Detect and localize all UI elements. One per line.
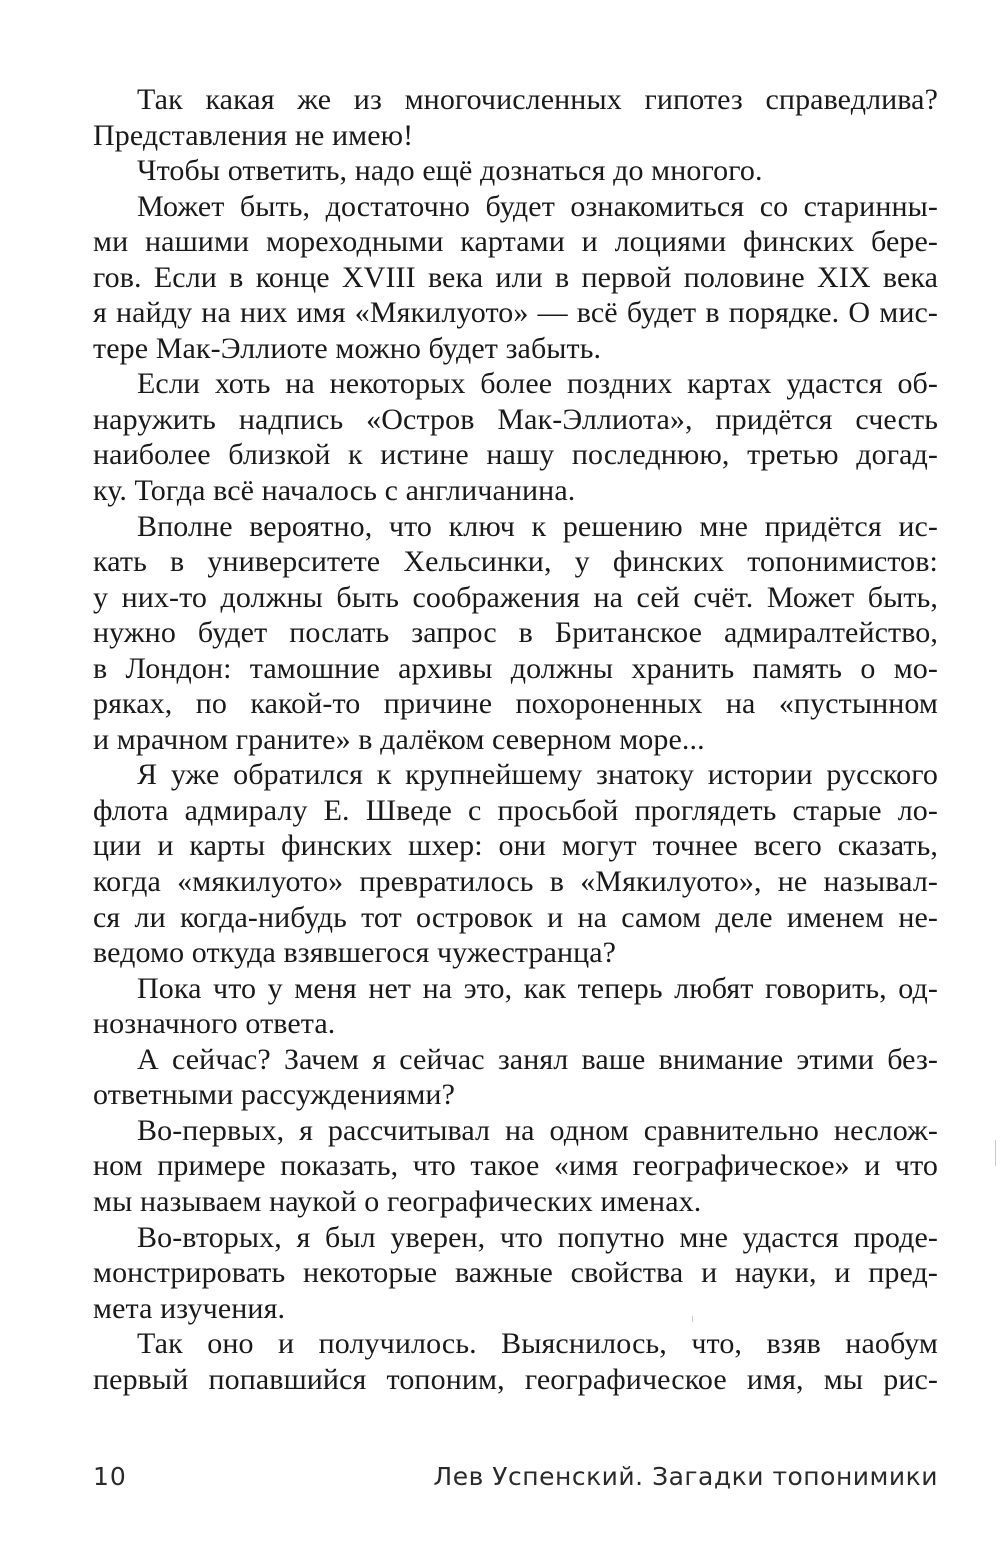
paragraph xyxy=(93,153,938,189)
scan-artifact xyxy=(995,1140,996,1166)
text-line: наиболее близкой к истине нашу последнюю, третью догад- xyxy=(93,438,938,472)
paragraph xyxy=(93,1326,938,1397)
text-line: Чтобы ответить, надо ещё дознаться до многого. xyxy=(137,154,763,188)
text-line: нужно будет послать запрос в Британское адмиралтейство, xyxy=(93,616,938,650)
text-line: Так какая же из многочисленных гипотез справедлива? xyxy=(137,83,938,116)
text-line: я найду на них имя «Мякилуото» — всё будет в порядке. О мис- xyxy=(93,296,938,330)
text-line: кать в университете Хельсинки, у финских топонимистов: xyxy=(93,545,938,579)
text-line: ции и карты финских шхер: они могут точнее всего сказать, xyxy=(93,829,938,863)
paragraph xyxy=(93,366,938,508)
body-text xyxy=(93,82,938,1397)
paragraph xyxy=(93,971,938,1042)
page-footer xyxy=(93,1456,938,1496)
text-line: когда «мякилуото» превратилось в «Мякилуото», не называл- xyxy=(93,865,938,899)
text-line: ми нашими мореходными картами и лоциями финских бере- xyxy=(93,225,938,259)
paragraph xyxy=(93,1113,938,1220)
text-line: мета изучения. xyxy=(93,1291,286,1325)
text-line: мы называем наукой о географических именах. xyxy=(93,1184,702,1218)
text-line: Представления не имею! xyxy=(93,118,414,152)
page-number: 10 xyxy=(93,1461,127,1491)
text-line: гов. Если в конце XVIII века или в первой половине XIX века xyxy=(93,260,938,294)
text-line: Может быть, достаточно будет ознакомиться со старинны- xyxy=(137,189,938,223)
text-line: ряках, по какой-то причине похороненных на «пустынном xyxy=(93,687,938,721)
text-line: наружить надпись «Остров Мак-Эллиота», придётся счесть xyxy=(93,402,938,436)
text-line: в Лондон: тамошние архивы должны хранить память о мо- xyxy=(93,651,938,685)
text-line: А сейчас? Зачем я сейчас занял ваше внимание этими без- xyxy=(137,1042,938,1076)
paragraph xyxy=(93,1042,938,1113)
text-line: Пока что у меня нет на это, как теперь любят говорить, од- xyxy=(137,971,938,1005)
text-line: флота адмиралу Е. Шведе с просьбой проглядеть старые ло- xyxy=(93,793,938,827)
text-line: первый попавшийся топоним, географическое имя, мы рис- xyxy=(93,1362,938,1396)
text-line: ном примере показать, что такое «имя географическое» и что xyxy=(93,1149,938,1183)
paragraph xyxy=(93,509,938,758)
text-line: Во-первых, я рассчитывал на одном сравнительно неслож- xyxy=(137,1113,938,1147)
paragraph xyxy=(93,82,938,153)
text-line: и мрачном граните» в далёком северном море... xyxy=(93,722,705,756)
text-line: тере Мак-Эллиоте можно будет забыть. xyxy=(93,331,602,365)
paragraph xyxy=(93,757,938,970)
text-line: у них-то должны быть соображения на сей счёт. Может быть, xyxy=(93,580,938,614)
text-line: Во-вторых, я был уверен, что попутно мне удастся проде- xyxy=(137,1220,938,1254)
text-line: Я уже обратился к крупнейшему знатоку истории русского xyxy=(137,758,938,792)
text-line: монстрировать некоторые важные свойства и науки, и пред- xyxy=(93,1256,938,1290)
paragraph xyxy=(93,189,938,367)
paragraph xyxy=(93,1220,938,1327)
text-line: ку. Тогда всё началось с англичанина. xyxy=(93,474,576,508)
text-line: Если хоть на некоторых более поздних картах удастся об- xyxy=(137,367,938,401)
running-title: Лев Успенский. Загадки топонимики xyxy=(433,1461,938,1491)
text-line: Вполне вероятно, что ключ к решению мне придётся ис- xyxy=(137,509,938,543)
text-line: нозначного ответа. xyxy=(93,1007,336,1041)
text-line: ся ли когда-нибудь тот островок и на самом деле именем не- xyxy=(93,900,938,934)
scan-artifact xyxy=(692,1316,693,1322)
text-line: ответными рассуждениями? xyxy=(93,1078,456,1112)
text-line: Так оно и получилось. Выяснилось, что, взяв наобум xyxy=(137,1327,938,1361)
text-line: ведомо откуда взявшегося чужестранца? xyxy=(93,936,617,970)
